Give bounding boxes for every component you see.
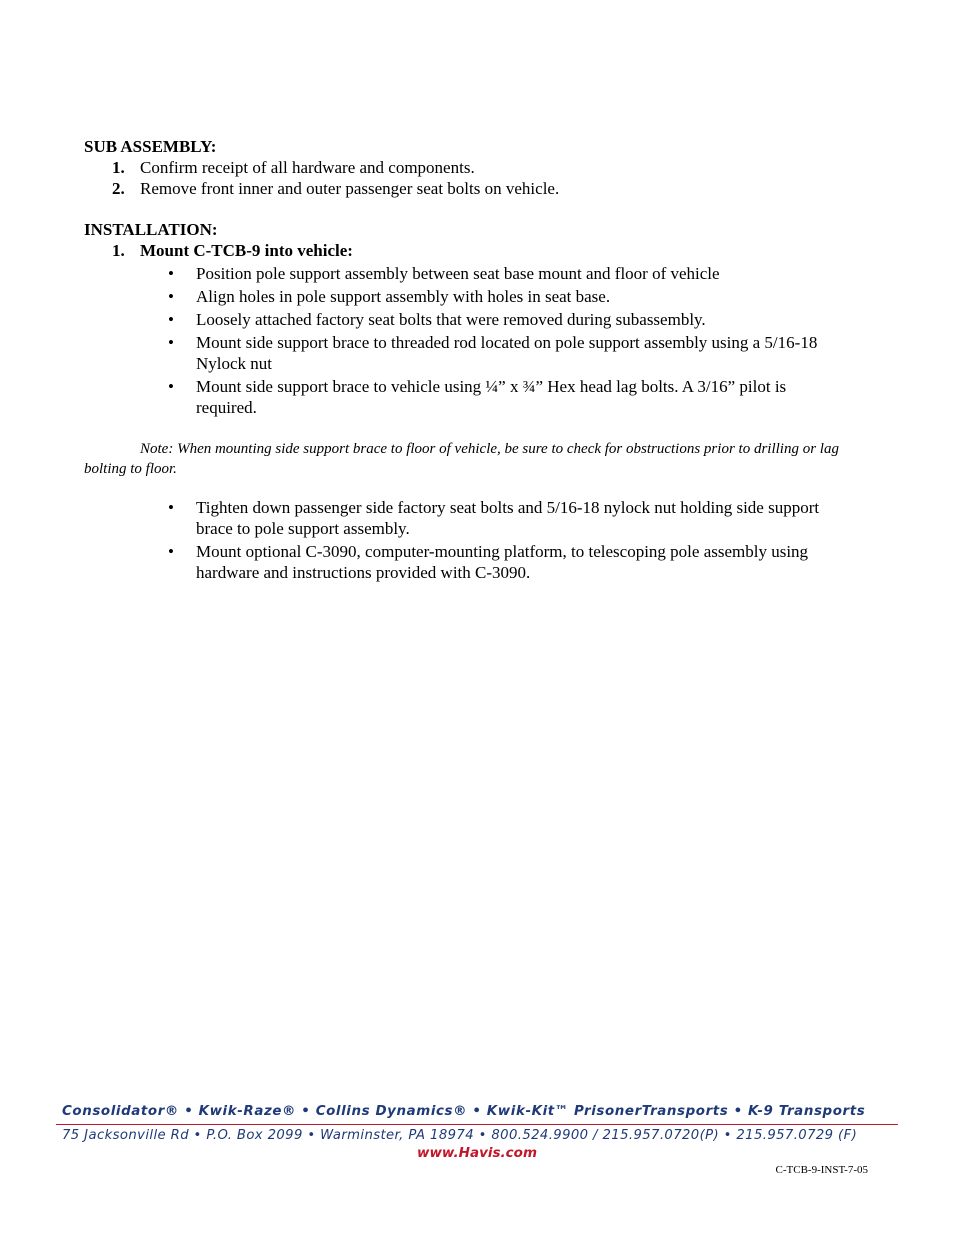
list-item: • Loosely attached factory seat bolts that were removed during subassembly.	[168, 310, 706, 329]
brand-line: Consolidator® • Kwik-Raze® • Collins Dynamics® • Kwik-Kit™ PrisonerTransports • K-9 Transports	[62, 1104, 866, 1119]
sub-assembly-steps	[84, 157, 854, 199]
instructions-body	[84, 136, 854, 583]
step-number: 2.	[112, 179, 125, 198]
sub-assembly-step	[84, 178, 854, 199]
installation-bullets	[84, 263, 854, 418]
bullet-icon: •	[168, 377, 174, 396]
installation-heading: INSTALLATION:	[84, 220, 218, 239]
bullet-icon: •	[168, 333, 174, 352]
bullet-icon: •	[168, 310, 174, 329]
list-item: • Mount side support brace to threaded rod located on pole support assembly using a 5/16-18 Nylock nut	[168, 333, 818, 373]
installation-note: Note: When mounting side support brace to floor of vehicle, be sure to check for obstructions prior to drilling or lag bolting to floor.	[84, 441, 839, 477]
step-text: Remove front inner and outer passenger seat bolts on vehicle.	[140, 179, 560, 198]
list-item: • Position pole support assembly between seat base mount and floor of vehicle	[168, 264, 720, 283]
list-item: • Align holes in pole support assembly with holes in seat base.	[168, 287, 611, 306]
bullet-icon: •	[168, 498, 174, 517]
bullet-icon: •	[168, 264, 174, 283]
bullet-icon: •	[168, 287, 174, 306]
page-footer	[56, 1104, 898, 1161]
list-item: • Mount side support brace to vehicle using ¼” x ¾” Hex head lag bolts. A 3/16” pilot is required.	[168, 377, 787, 417]
step-text: Confirm receipt of all hardware and components.	[140, 158, 475, 177]
bullet-icon: •	[168, 542, 174, 561]
step-number: 1.	[112, 241, 125, 260]
step-title: Mount C-TCB-9 into vehicle:	[140, 241, 353, 260]
step-number: 1.	[112, 158, 125, 177]
list-item: • Mount optional C-3090, computer-mounting platform, to telescoping pole assembly using hardware and instructions provided with C-3090.	[168, 542, 809, 582]
document-id: C-TCB-9-INST-7-05	[775, 1164, 868, 1176]
installation-bullets-after	[84, 497, 854, 583]
installation-step	[84, 240, 854, 261]
address-line: 75 Jacksonville Rd • P.O. Box 2099 • Warminster, PA 18974 • 800.524.9900 / 215.957.0720(P) • 215.957.0729 (F)	[62, 1128, 858, 1143]
website-link[interactable]: www.Havis.com	[416, 1145, 538, 1161]
sub-assembly-heading: SUB ASSEMBLY:	[84, 137, 217, 156]
sub-assembly-step	[84, 157, 854, 178]
footer-divider	[56, 1124, 898, 1125]
list-item: • Tighten down passenger side factory seat bolts and 5/16-18 nylock nut holding side support brace to pole support assembly.	[168, 498, 820, 538]
